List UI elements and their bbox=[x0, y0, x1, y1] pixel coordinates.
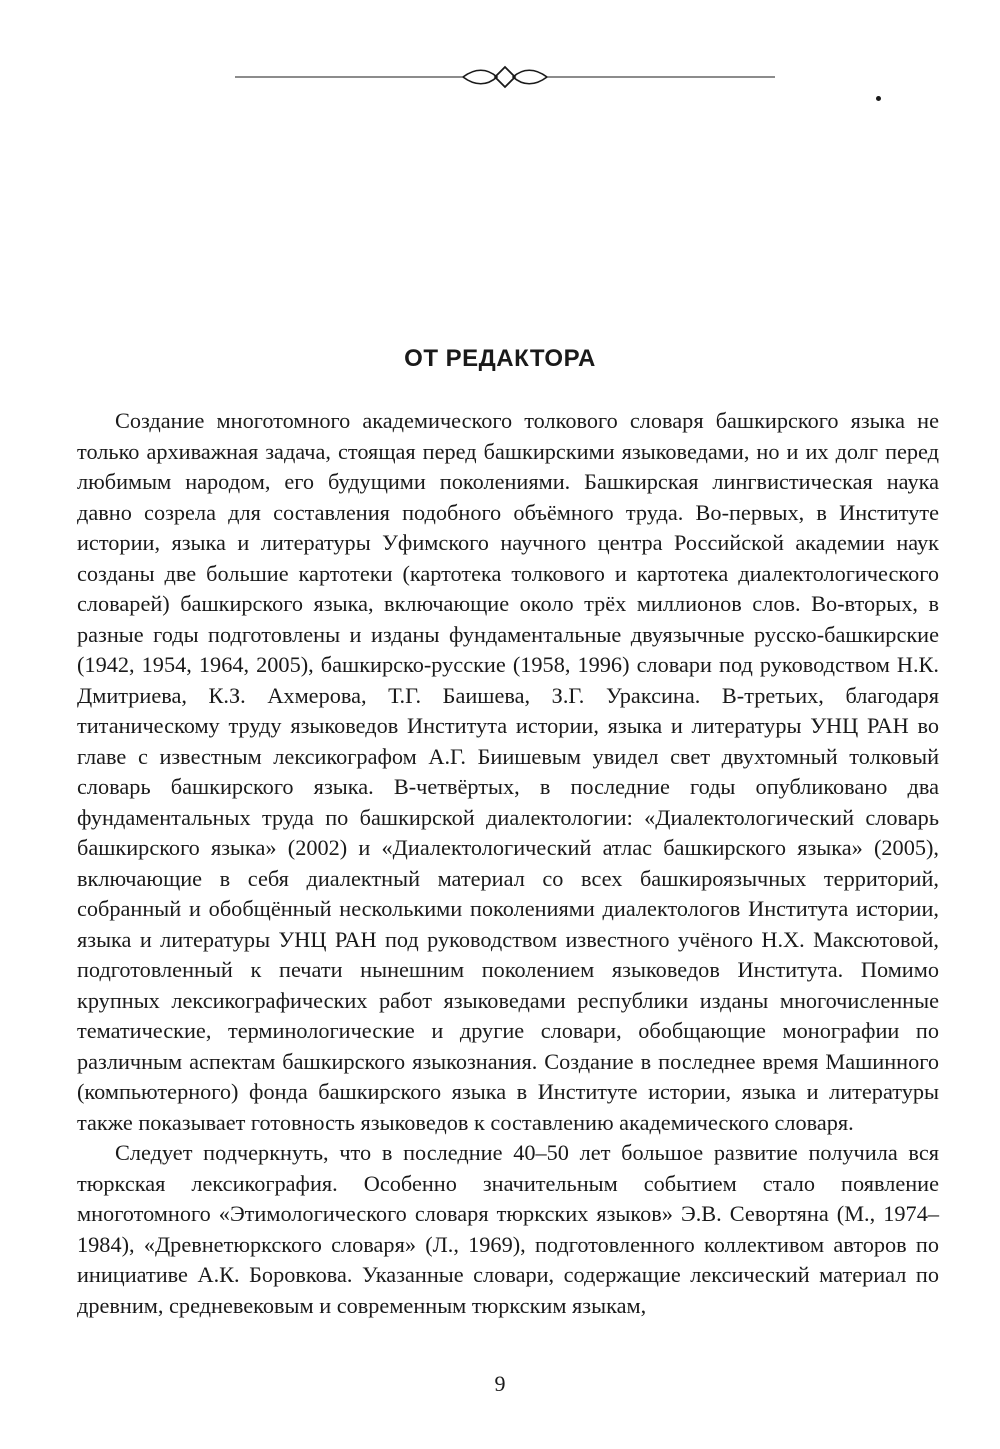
paragraph-1: Создание многотомного академического толкового словаря башкирского языка не только архиважная задача, стоящая перед башкирскими языковедами, но и их долг перед любимым народом, его будущими поколениями. Башкирская лингвистическая наука давно созрела для составления подобного объёмного труда. Во-первых, в Институте истории, языка и литературы Уфимского научного центра Российской академии наук созданы две большие картотеки (картотека толкового и картотека диалектологического словарей) башкирского языка, включающие около трёх миллионов слов. Во-вторых, в разные годы подготовлены и изданы фундаментальные двуязычные русско-башкирские (1942, 1954, 1964, 2005), башкирско-русские (1958, 1996) словари под руководством Н.К. Дмитриева, К.З. Ахмерова, Т.Г. Баишева, З.Г. Ураксина. В-третьих, благодаря титаническому труду языковедов Института истории, языка и литературы УНЦ РАН во главе с известным лексикографом А.Г. Биишевым увидел свет двухтомный толковый словарь башкирского языка. В-четвёртых, в последние годы опубликовано два фундаментальных труда по башкирской диалектологии: «Диалектологический словарь башкирского языка» (2002) и «Диалектологический атлас башкирского языка» (2005), включающие в себя диалектный материал со всех башкироязычных территорий, собранный и обобщённый несколькими поколениями диалектологов Института истории, языка и литературы УНЦ РАН под руководством известного учёного Н.Х. Максютовой, подготовленный к печати нынешним поколением языковедов Института. Помимо крупных лексикографических работ языковедами республики изданы многочисленные тематические, терминологические и другие словари, обобщающие монографии по различным аспектам башкирского языкознания. Создание в последнее время Машинного (компьютерного) фонда башкирского языка в Институте истории, языка и литературы также показывает готовность языковедов к составлению академического словаря. bbox=[77, 408, 939, 1135]
decorative-rule-ornament-icon bbox=[235, 60, 775, 94]
paragraph-2: Следует подчеркнуть, что в последние 40–50 лет большое развитие получила вся тюркская лексикография. Особенно значительным событием стало появление многотомного «Этимологического словаря тюркских языков» Э.В. Севортяна (М., 1974–1984), «Древнетюркского словаря» (Л., 1969), подготовленного коллективом авторов по инициативе А.К. Боровкова. Указанные словари, содержащие лексический материал по древним, средневековым и современным тюркским языкам, bbox=[77, 1140, 939, 1318]
body-text bbox=[77, 406, 939, 1321]
dot-mark bbox=[876, 96, 881, 101]
page-title: ОТ РЕДАКТОРА bbox=[404, 345, 596, 372]
page-number: 9 bbox=[494, 1371, 506, 1396]
